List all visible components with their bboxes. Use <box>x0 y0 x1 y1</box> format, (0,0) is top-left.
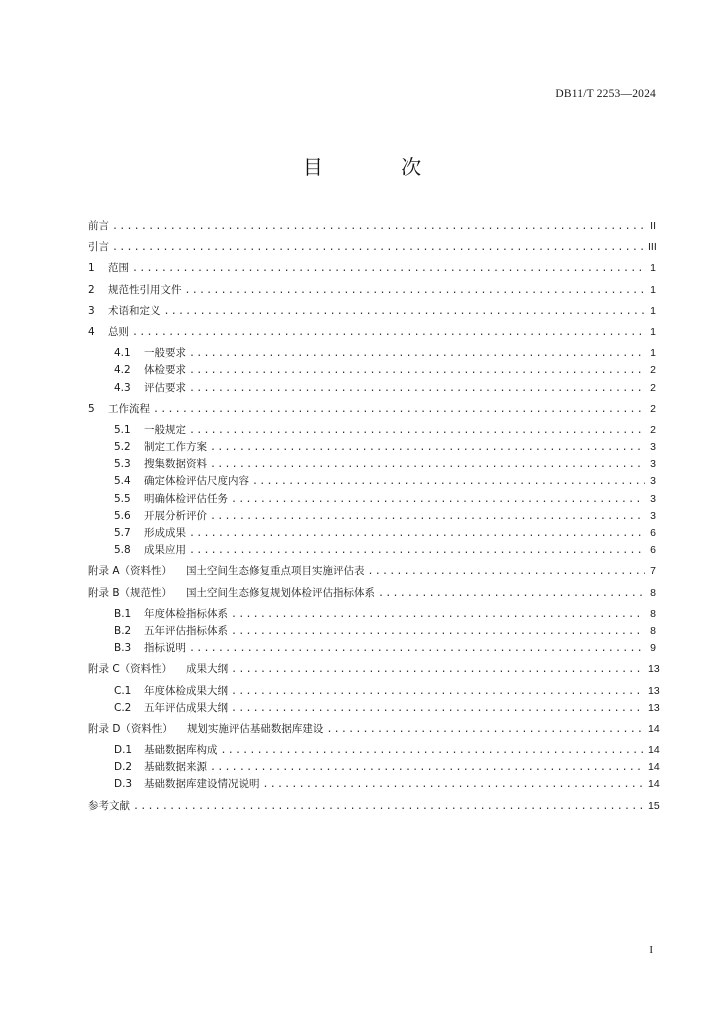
toc-entry-label: 总则 <box>108 325 129 338</box>
toc-entry-page: 13 <box>648 684 660 697</box>
toc-entry-section-d-1[interactable] <box>88 742 660 759</box>
dot-leader <box>132 327 645 338</box>
toc-entry-section-d-3[interactable] <box>88 776 660 793</box>
dot-leader <box>231 703 645 714</box>
toc-entry-references[interactable] <box>88 798 660 819</box>
toc-entry-appendix-c[interactable] <box>88 661 660 682</box>
toc-entry-chapter-3[interactable] <box>88 303 656 324</box>
toc-entry-page: 9 <box>650 642 656 655</box>
dot-leader <box>252 476 645 487</box>
toc-entry-appendix-a[interactable] <box>88 563 656 584</box>
toc-entry-label: 国土空间生态修复规划体检评估指标体系 <box>186 586 376 599</box>
toc-entry-chapter-2[interactable] <box>88 282 656 303</box>
dot-leader <box>263 779 646 790</box>
dot-leader <box>112 221 645 232</box>
toc-entry-label: 指标说明 <box>144 642 186 655</box>
toc-entry-number: 5.4 <box>114 475 131 488</box>
toc-entry-number: D.3 <box>114 778 133 791</box>
toc-entry-number: 1 <box>88 262 95 275</box>
toc-entry-label: 形成成果 <box>144 527 186 539</box>
toc-entry-section-5-4[interactable] <box>88 473 656 490</box>
toc-entry-number: B.3 <box>114 642 132 655</box>
toc-entry-label: 体检要求 <box>144 364 186 377</box>
toc-entry-number: 附录 D（资料性） <box>88 722 173 735</box>
toc-entry-page: 6 <box>650 544 656 557</box>
toc-entry-page: 2 <box>650 402 656 415</box>
toc-entry-page: 6 <box>650 527 656 539</box>
toc-entry-section-b-1[interactable] <box>88 606 656 623</box>
toc-entry-section-5-2[interactable] <box>88 439 656 456</box>
toc-entry-label: 制定工作方案 <box>144 441 207 454</box>
table-of-contents <box>88 218 660 819</box>
toc-entry-label: 国土空间生态修复重点项目实施评估表 <box>186 565 365 578</box>
toc-entry-section-5-5[interactable] <box>88 491 656 508</box>
toc-entry-appendix-b[interactable] <box>88 585 656 606</box>
toc-entry-page: 1 <box>650 304 656 317</box>
toc-entry-page: 2 <box>650 381 656 394</box>
toc-entry-section-c-1[interactable] <box>88 683 660 700</box>
dot-leader <box>185 285 646 296</box>
toc-entry-label: 基础数据库构成 <box>144 744 218 757</box>
toc-entry-number: 2 <box>88 283 95 296</box>
dot-leader <box>189 348 645 359</box>
dot-leader <box>189 545 645 556</box>
toc-entry-label: 一般规定 <box>144 423 186 436</box>
toc-entry-page: III <box>648 241 657 254</box>
standard-code: DB11/T 2253—2024 <box>555 88 656 100</box>
toc-entry-label: 明确体检评估任务 <box>144 492 228 505</box>
dot-leader <box>132 263 645 274</box>
toc-entry-label: 工作流程 <box>108 402 150 415</box>
toc-entry-label: 成果应用 <box>144 544 186 557</box>
toc-entry-label: 术语和定义 <box>108 304 161 317</box>
toc-entry-page: 1 <box>650 283 656 296</box>
toc-entry-section-4-2[interactable] <box>88 362 656 379</box>
dot-leader <box>368 566 645 577</box>
toc-entry-number: 5.7 <box>114 527 131 539</box>
toc-entry-page: 8 <box>650 586 656 599</box>
toc-entry-page: 3 <box>650 441 656 454</box>
toc-entry-label: 一般要求 <box>144 347 186 360</box>
toc-entry-number: 5.5 <box>114 492 131 505</box>
dot-leader <box>210 762 645 773</box>
toc-entry-number: 5.6 <box>114 509 131 522</box>
toc-entry-number: 4 <box>88 325 95 338</box>
toc-entry-label: 基础数据来源 <box>144 761 207 774</box>
dot-leader <box>326 724 645 735</box>
toc-entry-number: B.1 <box>114 607 132 620</box>
toc-entry-number: 5.3 <box>114 458 131 471</box>
toc-entry-section-5-7[interactable] <box>88 525 656 542</box>
toc-entry-page: 8 <box>650 607 656 620</box>
toc-entry-page: 3 <box>650 492 656 505</box>
toc-entry-label: 五年评估指标体系 <box>144 624 228 637</box>
toc-entry-section-b-2[interactable] <box>88 623 656 640</box>
dot-leader <box>210 511 645 522</box>
toc-entry-chapter-4[interactable] <box>88 324 656 345</box>
toc-entry-label: 前言 <box>88 220 109 232</box>
toc-entry-number: B.2 <box>114 624 132 637</box>
toc-entry-page: 3 <box>650 509 656 522</box>
toc-entry-page: 15 <box>648 799 660 812</box>
dot-leader <box>133 801 645 812</box>
toc-entry-label: 搜集数据资料 <box>144 458 207 471</box>
dot-leader <box>210 459 645 470</box>
toc-entry-foreword[interactable] <box>88 218 656 239</box>
dot-leader <box>189 425 645 436</box>
toc-entry-number: D.2 <box>114 761 133 774</box>
toc-entry-label: 评估要求 <box>144 381 186 394</box>
toc-entry-page: 2 <box>650 364 656 377</box>
toc-entry-label: 参考文献 <box>88 799 130 812</box>
toc-entry-label: 确定体检评估尺度内容 <box>144 475 249 488</box>
toc-entry-page: 1 <box>650 262 656 275</box>
toc-entry-number: 5.1 <box>114 423 131 436</box>
toc-entry-number: 附录 B（规范性） <box>88 586 173 599</box>
toc-entry-label: 成果大纲 <box>186 663 229 676</box>
toc-entry-label: 开展分析评价 <box>144 509 207 522</box>
dot-leader <box>221 745 646 756</box>
toc-entry-section-5-1[interactable] <box>88 422 656 439</box>
toc-entry-label: 年度体检成果大纲 <box>144 684 228 697</box>
dot-leader <box>378 588 645 599</box>
toc-entry-number: 附录 C（资料性） <box>88 663 173 676</box>
toc-entry-number: 3 <box>88 304 95 317</box>
dot-leader <box>210 442 645 453</box>
toc-entry-number: 4.2 <box>114 364 131 377</box>
toc-entry-page: 3 <box>650 458 656 471</box>
toc-entry-number: C.1 <box>114 684 132 697</box>
toc-entry-page: 14 <box>648 722 660 735</box>
toc-entry-page: 3 <box>650 475 656 488</box>
toc-entry-number: 附录 A（资料性） <box>88 565 173 578</box>
toc-entry-number: 5.8 <box>114 544 131 557</box>
toc-entry-label: 基础数据库建设情况说明 <box>144 778 260 791</box>
dot-leader <box>189 528 645 539</box>
dot-leader <box>153 404 645 415</box>
toc-entry-label: 五年评估成果大纲 <box>144 701 228 714</box>
toc-entry-page: II <box>650 220 656 232</box>
dot-leader <box>231 686 645 697</box>
toc-entry-introduction[interactable] <box>88 239 656 260</box>
dot-leader <box>112 242 645 253</box>
toc-entry-section-d-2[interactable] <box>88 759 660 776</box>
toc-entry-number: D.1 <box>114 744 133 757</box>
toc-entry-page: 2 <box>650 423 656 436</box>
dot-leader <box>189 365 645 376</box>
toc-entry-number: 5.2 <box>114 441 131 454</box>
toc-entry-section-4-1[interactable] <box>88 345 656 362</box>
toc-entry-section-5-8[interactable] <box>88 542 656 559</box>
dot-leader <box>189 383 645 394</box>
toc-entry-page: 8 <box>650 624 656 637</box>
toc-entry-section-5-3[interactable] <box>88 456 656 473</box>
dot-leader <box>231 609 645 620</box>
toc-entry-label: 年度体检指标体系 <box>144 607 228 620</box>
toc-entry-label: 范围 <box>108 262 129 275</box>
toc-entry-page: 13 <box>648 663 660 676</box>
toc-entry-section-c-2[interactable] <box>88 700 660 717</box>
toc-entry-page: 14 <box>648 744 660 757</box>
toc-entry-chapter-5[interactable] <box>88 401 656 422</box>
toc-entry-page: 7 <box>650 565 656 578</box>
toc-entry-number: 4.1 <box>114 347 131 360</box>
toc-entry-section-b-3[interactable] <box>88 640 656 657</box>
toc-entry-label: 规范性引用文件 <box>108 283 182 296</box>
dot-leader <box>231 626 645 637</box>
toc-entry-page: 13 <box>648 701 660 714</box>
dot-leader <box>189 643 645 654</box>
toc-entry-label: 规划实施评估基础数据库建设 <box>186 722 324 735</box>
dot-leader <box>164 306 646 317</box>
toc-entry-number: 4.3 <box>114 381 131 394</box>
toc-entry-appendix-d[interactable] <box>88 721 660 742</box>
toc-entry-section-4-3[interactable] <box>88 380 656 397</box>
toc-entry-chapter-1[interactable] <box>88 260 656 281</box>
page-title: 目 次 <box>302 155 458 179</box>
toc-entry-page: 14 <box>648 778 660 791</box>
toc-entry-page: 14 <box>648 761 660 774</box>
dot-leader <box>231 494 645 505</box>
toc-entry-number: 5 <box>88 402 95 415</box>
toc-entry-page: 1 <box>650 347 656 360</box>
toc-entry-number: C.2 <box>114 701 132 714</box>
page-number: I <box>649 944 653 956</box>
toc-entry-page: 1 <box>650 325 656 338</box>
toc-entry-label: 引言 <box>88 241 109 254</box>
dot-leader <box>231 664 645 675</box>
toc-entry-section-5-6[interactable] <box>88 508 656 525</box>
